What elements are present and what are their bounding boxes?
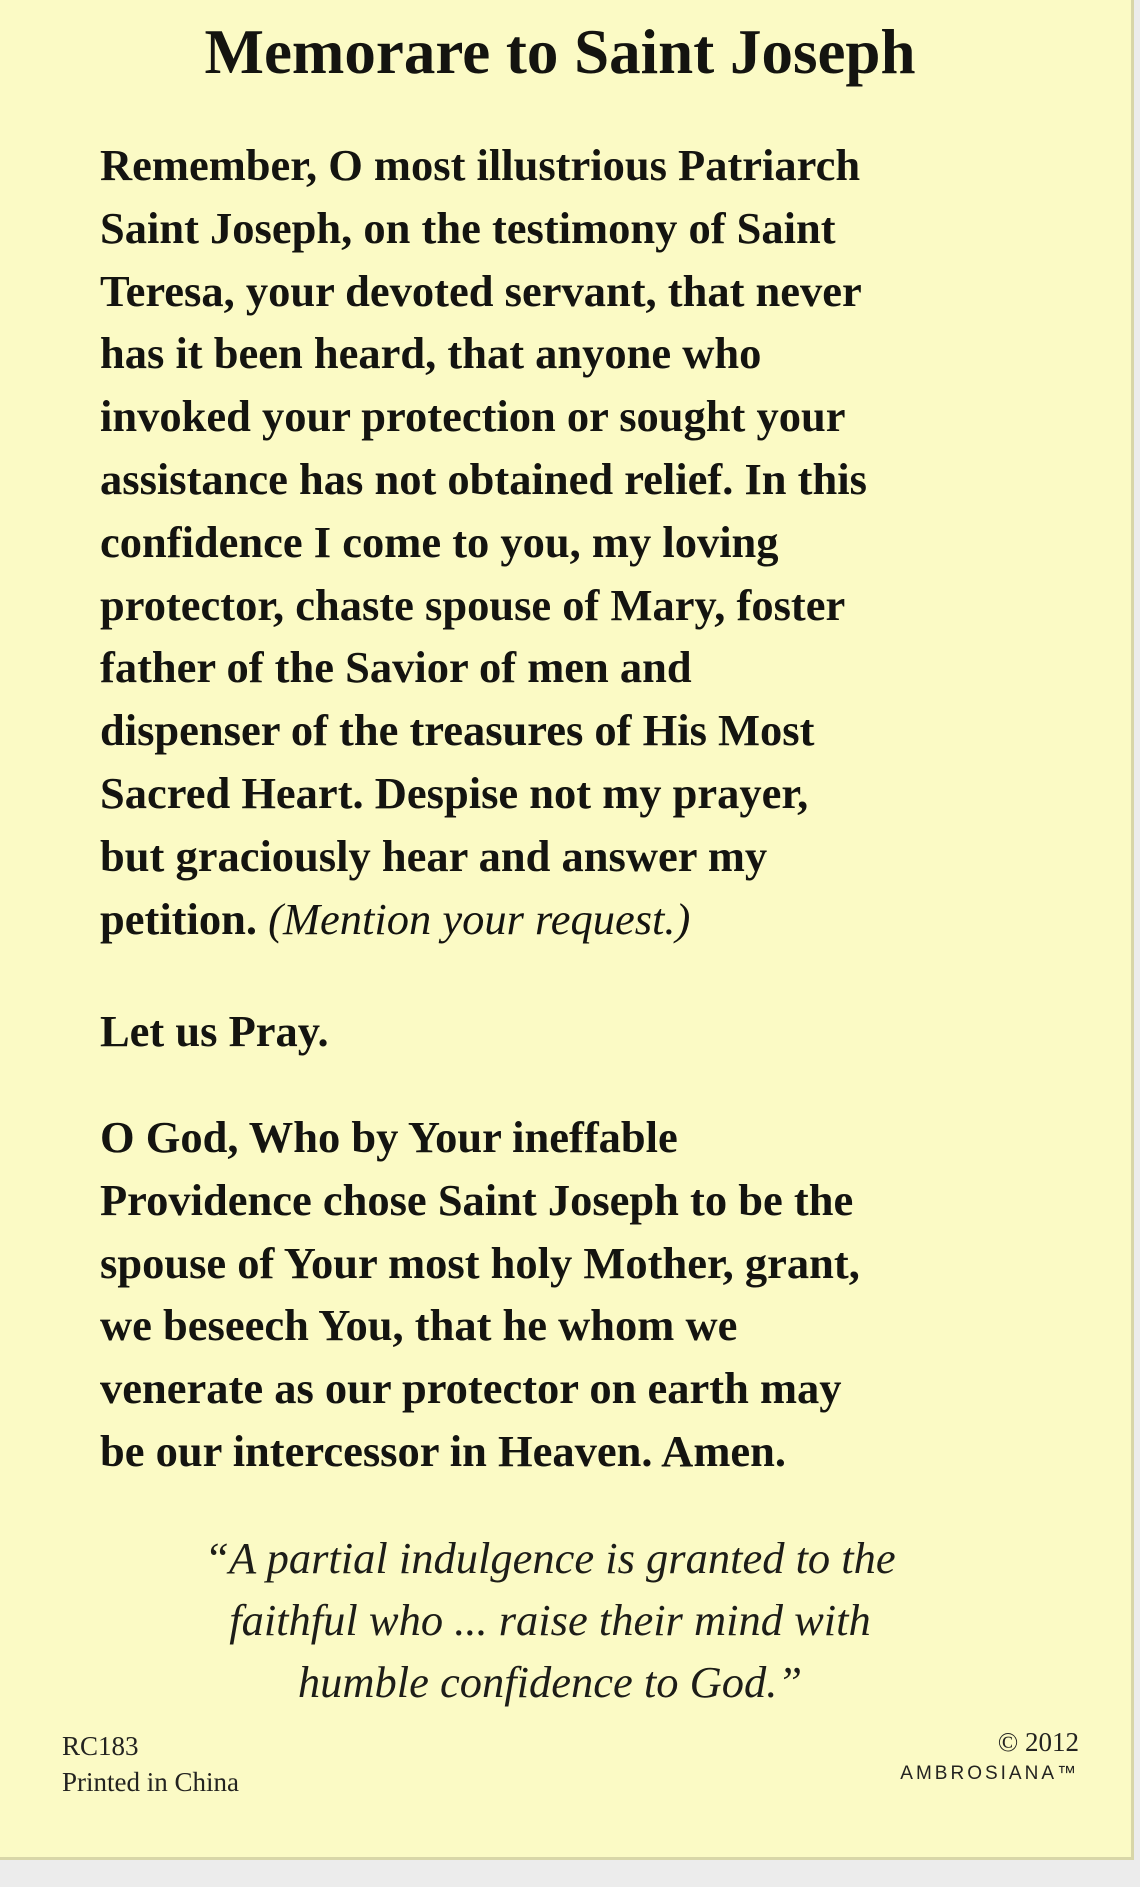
prayer-line: protector, chaste spouse of Mary, foster [100,579,846,630]
prayer-line: venerate as our protector on earth may [100,1363,842,1414]
prayer-line: we beseech You, that he whom we [100,1300,738,1351]
prayer-line: assistance has not obtained relief. In this [100,453,867,504]
quote-line: “A partial indulgence is granted to the [204,1533,896,1583]
prayer-line: has it been heard, that anyone who [100,328,762,379]
product-code: RC183 [62,1731,139,1761]
footer-right [900,1724,1079,1788]
prayer-line: Providence chose Saint Joseph to be the [100,1174,854,1225]
printed-in: Printed in China [62,1767,239,1797]
copyright: © 2012 [997,1727,1079,1757]
let-us-pray-heading [100,1000,329,1063]
card-title: Memorare to Saint Joseph [204,17,916,87]
prayer-line: father of the Savior of men and [100,642,692,693]
prayer-line: spouse of Your most holy Mother, grant, [100,1237,860,1288]
quote-line: faithful who ... raise their mind with [229,1595,871,1645]
prayer-line: dispenser of the treasures of His Most [100,705,815,756]
quote-line: humble confidence to God.” [297,1657,803,1707]
publisher-logo: AMBROSIANA™ [900,1763,1079,1784]
prayer-line: Teresa, your devoted servant, that never [100,265,862,316]
memorare-prayer [100,134,867,950]
let-us-pray-text: Let us Pray. [100,1006,329,1056]
prayer-line: but graciously hear and answer my [100,830,768,881]
petition-word: petition. [100,893,257,944]
footer-left [62,1728,239,1800]
closing-prayer [100,1106,860,1483]
prayer-line: Saint Joseph, on the testimony of Saint [100,202,836,253]
prayer-line: Sacred Heart. Despise not my prayer, [100,767,809,818]
prayer-line: Remember, O most illustrious Patriarch [100,140,861,190]
indulgence-quote [0,1527,1100,1713]
prayer-last-line [100,888,867,951]
prayer-line: confidence I come to you, my loving [100,516,779,567]
request-note: (Mention your request.) [268,893,691,944]
prayer-line: be our intercessor in Heaven. Amen. [100,1425,787,1476]
prayer-line: O God, Who by Your ineffable [100,1112,678,1162]
prayer-line: invoked your protection or sought your [100,391,846,442]
